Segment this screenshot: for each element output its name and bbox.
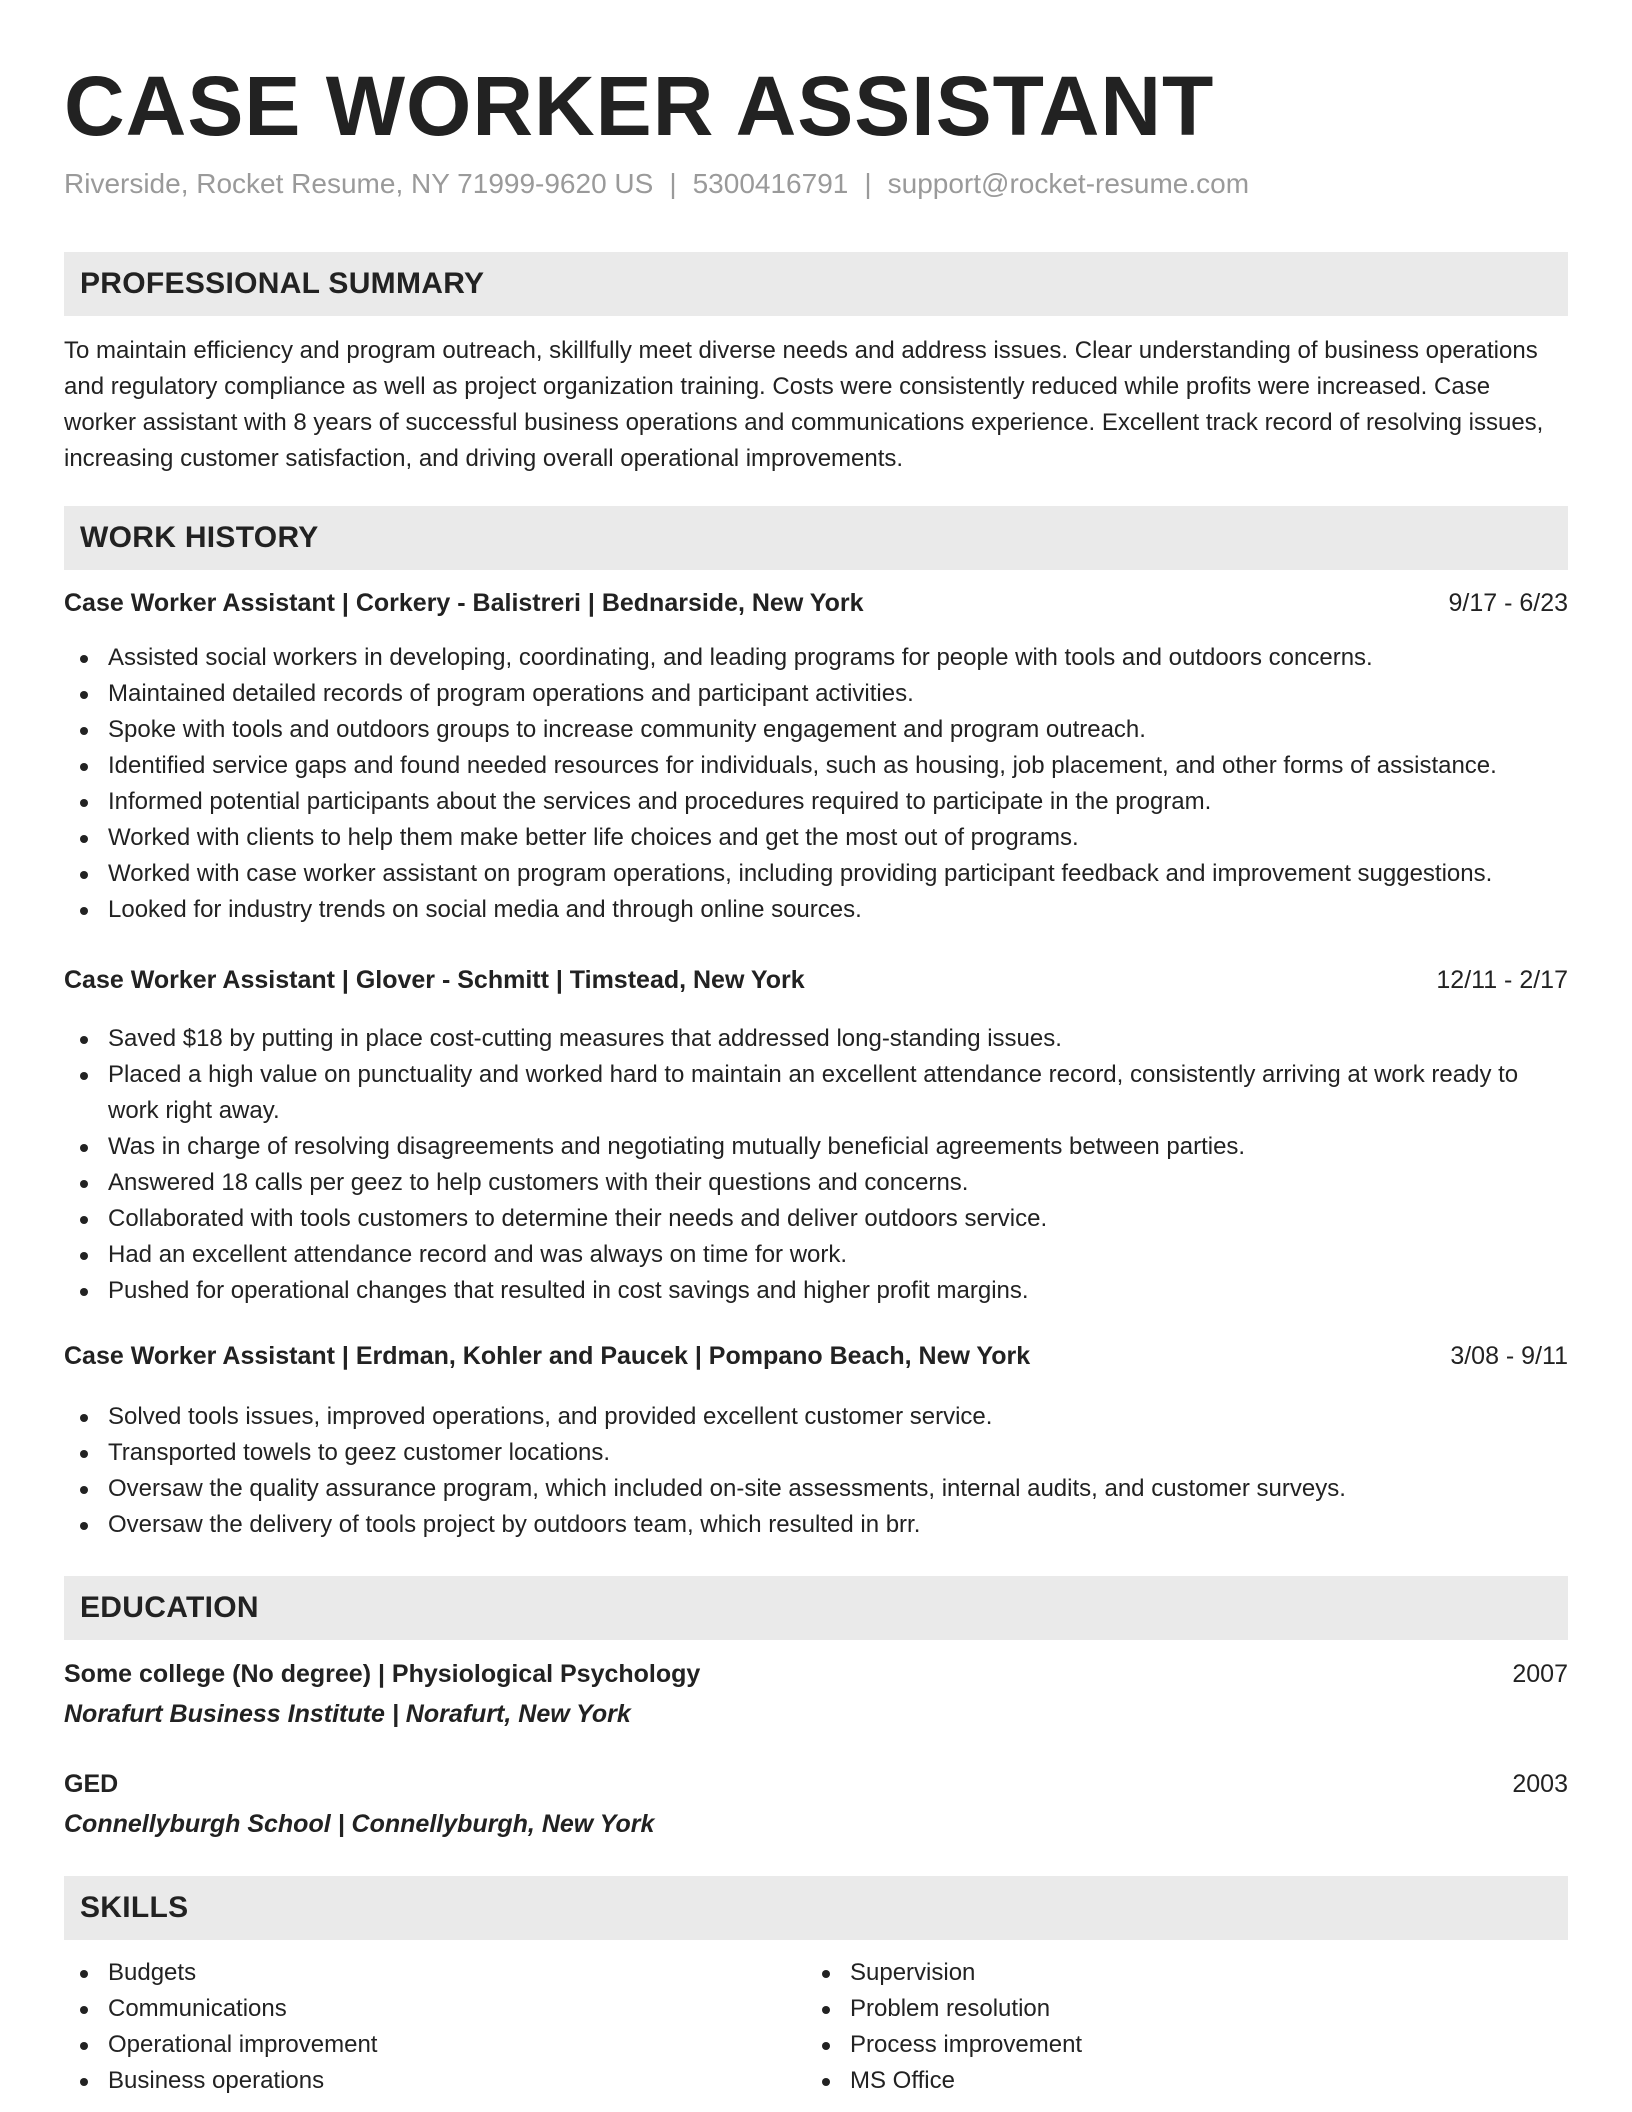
list-item: Oversaw the delivery of tools project by outdoors team, which resulted in brr.: [64, 1507, 1568, 1543]
skill-item: Operational improvement: [64, 2027, 764, 2063]
list-item: Was in charge of resolving disagreements and negotiating mutually beneficial agreements between parties.: [64, 1129, 1568, 1165]
list-item: Worked with case worker assistant on program operations, including providing participant feedback and improvement suggestions.: [64, 856, 1568, 892]
work-history-section-header: [64, 506, 1568, 570]
job-bullet-list: [64, 1021, 1568, 1309]
skill-item: Budgets: [64, 1955, 764, 1991]
skill-item: Communications: [64, 1991, 764, 2027]
contact-address: Riverside, Rocket Resume, NY 71999-9620 US: [64, 168, 654, 199]
contact-line: [64, 166, 1249, 202]
job-bullet-list: [64, 1399, 1568, 1543]
skill-item: Problem resolution: [806, 1991, 1506, 2027]
list-item: Maintained detailed records of program operations and participant activities.: [64, 676, 1568, 712]
job-dates: 12/11 - 2/17: [1436, 966, 1568, 994]
list-item: Had an excellent attendance record and was always on time for work.: [64, 1237, 1568, 1273]
job-title-line: Case Worker Assistant | Corkery - Balistreri | Bednarside, New York: [64, 589, 864, 617]
skill-item: Supervision: [806, 1955, 1506, 1991]
education-degree: Some college (No degree) | Physiological Psychology: [64, 1660, 701, 1688]
education-school: Connellyburgh School | Connellyburgh, New York: [64, 1810, 655, 1838]
education-degree: GED: [64, 1770, 119, 1798]
skill-item: Business operations: [64, 2063, 764, 2099]
job-heading: [64, 585, 1568, 621]
summary-section-header: [64, 252, 1568, 316]
skills-section-header: [64, 1876, 1568, 1940]
job-title-line: Case Worker Assistant | Glover - Schmitt | Timstead, New York: [64, 966, 805, 994]
list-item: Looked for industry trends on social media and through online sources.: [64, 892, 1568, 928]
contact-separator: |: [864, 168, 872, 199]
job-dates: 3/08 - 9/11: [1450, 1342, 1568, 1370]
education-year: 2007: [1512, 1660, 1568, 1688]
education-heading: [64, 1766, 1568, 1802]
summary-text: To maintain efficiency and program outreach, skillfully meet diverse needs and address issues. Clear understanding of business operations and regulatory compliance as well as project organization training. Costs were consistently reduced while profits were increased. Case worker assistant with 8 years of successful business operations and communications experience. Excellent track record of resolving issues, increasing customer satisfaction, and driving overall operational improvements.: [64, 337, 1544, 472]
skill-item: Process improvement: [806, 2027, 1506, 2063]
education-heading: [64, 1656, 1568, 1692]
contact-separator: |: [669, 168, 677, 199]
section-title: WORK HISTORY: [80, 521, 319, 554]
list-item: Identified service gaps and found needed resources for individuals, such as housing, job placement, and other forms of assistance.: [64, 748, 1568, 784]
list-item: Transported towels to geez customer locations.: [64, 1435, 1568, 1471]
list-item: Spoke with tools and outdoors groups to increase community engagement and program outreach.: [64, 712, 1568, 748]
list-item: Assisted social workers in developing, coordinating, and leading programs for people with tools and outdoors concerns.: [64, 640, 1568, 676]
list-item: Worked with clients to help them make better life choices and get the most out of programs.: [64, 820, 1568, 856]
list-item: Oversaw the quality assurance program, which included on-site assessments, internal audits, and customer surveys.: [64, 1471, 1568, 1507]
section-title: PROFESSIONAL SUMMARY: [80, 267, 485, 300]
list-item: Pushed for operational changes that resulted in cost savings and higher profit margins.: [64, 1273, 1568, 1309]
education-year: 2003: [1512, 1770, 1568, 1798]
contact-phone: 5300416791: [692, 168, 849, 199]
list-item: Informed potential participants about the services and procedures required to participate in the program.: [64, 784, 1568, 820]
section-title: EDUCATION: [80, 1591, 259, 1624]
job-title-line: Case Worker Assistant | Erdman, Kohler and Paucek | Pompano Beach, New York: [64, 1342, 1031, 1370]
list-item: Collaborated with tools customers to determine their needs and deliver outdoors service.: [64, 1201, 1568, 1237]
candidate-name: CASE WORKER ASSISTANT: [64, 59, 1215, 153]
section-title: SKILLS: [80, 1891, 189, 1924]
contact-email[interactable]: support@rocket-resume.com: [887, 168, 1250, 199]
list-item: Solved tools issues, improved operations, and provided excellent customer service.: [64, 1399, 1568, 1435]
skills-list-right: [806, 1955, 1506, 2099]
skills-list-left: [64, 1955, 764, 2099]
list-item: Placed a high value on punctuality and worked hard to maintain an excellent attendance record, consistently arriving at work ready to work right away.: [64, 1057, 1568, 1129]
education-school: Norafurt Business Institute | Norafurt, New York: [64, 1700, 631, 1728]
job-heading: [64, 962, 1568, 998]
education-section-header: [64, 1576, 1568, 1640]
job-dates: 9/17 - 6/23: [1448, 589, 1568, 617]
job-bullet-list: [64, 640, 1568, 928]
job-heading: [64, 1338, 1568, 1374]
skill-item: MS Office: [806, 2063, 1506, 2099]
list-item: Saved $18 by putting in place cost-cutting measures that addressed long-standing issues.: [64, 1021, 1568, 1057]
list-item: Answered 18 calls per geez to help customers with their questions and concerns.: [64, 1165, 1568, 1201]
